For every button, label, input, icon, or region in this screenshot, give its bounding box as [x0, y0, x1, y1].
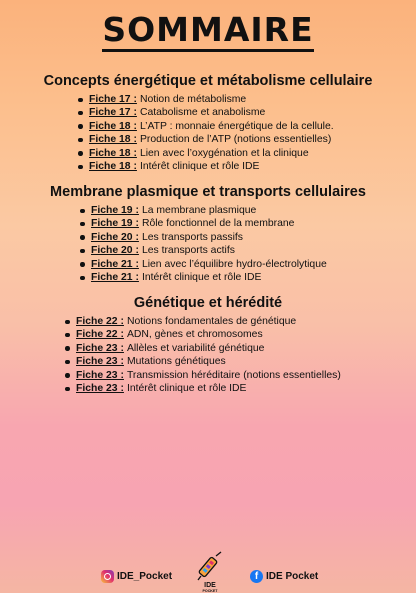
- section-list: [91, 204, 416, 284]
- list-item[interactable]: [91, 271, 416, 284]
- list-item[interactable]: [76, 382, 416, 395]
- section-title: Membrane plasmique et transports cellulaires: [50, 184, 366, 200]
- fiche-ref: Fiche 21 :: [91, 258, 139, 270]
- facebook-link[interactable]: [250, 570, 318, 583]
- list-item[interactable]: [91, 231, 416, 244]
- list-item[interactable]: [76, 342, 416, 355]
- section-list: [89, 93, 416, 173]
- list-item[interactable]: [91, 217, 416, 230]
- fiche-ref: Fiche 22 :: [76, 316, 124, 327]
- fiche-ref: Fiche 20 :: [91, 231, 139, 243]
- item-text: Les transports passifs: [141, 231, 244, 243]
- item-text: Intérêt clinique et rôle IDE: [139, 161, 260, 173]
- item-text: Rôle fonctionnel de la membrane: [141, 218, 295, 230]
- fiche-ref: Fiche 17 :: [89, 94, 137, 105]
- item-text: Notion de métabolisme: [139, 94, 247, 105]
- item-text: La membrane plasmique: [141, 205, 257, 216]
- list-item[interactable]: [89, 133, 416, 146]
- item-text: Lien avec l’oxygénation et la clinique: [139, 147, 309, 159]
- list-item[interactable]: [91, 204, 416, 217]
- instagram-icon: [101, 570, 114, 583]
- section-title: Concepts énergétique et métabolisme cellulaire: [43, 73, 373, 89]
- fiche-ref: Fiche 21 :: [91, 272, 139, 284]
- footer: [0, 567, 416, 593]
- instagram-handle: IDE_Pocket: [117, 571, 173, 582]
- syringe-icon: [198, 552, 221, 580]
- list-item[interactable]: [91, 244, 416, 257]
- section-list: [76, 315, 416, 395]
- list-item[interactable]: [76, 315, 416, 328]
- fiche-ref: Fiche 18 :: [89, 147, 137, 159]
- list-item[interactable]: [76, 328, 416, 341]
- fiche-ref: Fiche 23 :: [76, 356, 124, 368]
- page-title: SOMMAIRE: [0, 9, 416, 51]
- item-text: Intérêt clinique et rôle IDE: [141, 272, 262, 284]
- fiche-ref: Fiche 23 :: [76, 383, 124, 395]
- item-text: Intérêt clinique et rôle IDE: [126, 383, 247, 395]
- list-item[interactable]: [91, 258, 416, 271]
- list-item[interactable]: [89, 160, 416, 173]
- facebook-icon: f: [250, 570, 263, 583]
- list-item[interactable]: [76, 355, 416, 368]
- item-text: ADN, gènes et chromosomes: [126, 329, 263, 341]
- list-item[interactable]: [89, 93, 416, 106]
- section-title: Génétique et hérédité: [133, 295, 283, 311]
- item-text: Mutations génétiques: [126, 356, 226, 368]
- item-text: Production de l’ATP (notions essentielles): [139, 134, 332, 146]
- fiche-ref: Fiche 19 :: [91, 205, 139, 216]
- fiche-ref: Fiche 22 :: [76, 329, 124, 341]
- item-text: L’ATP : monnaie énergétique de la cellule.: [139, 120, 334, 132]
- item-text: Catabolisme et anabolisme: [139, 107, 266, 119]
- facebook-handle: IDE Pocket: [266, 571, 319, 582]
- fiche-ref: Fiche 18 :: [89, 120, 137, 132]
- fiche-ref: Fiche 18 :: [89, 134, 137, 146]
- item-text: Lien avec l’équilibre hydro-électrolytique: [141, 258, 327, 270]
- fiche-ref: Fiche 18 :: [89, 161, 137, 173]
- item-text: Notions fondamentales de génétique: [126, 316, 297, 327]
- logo-text: IDE: [204, 582, 216, 589]
- logo-subtext: POCKET: [202, 589, 218, 593]
- fiche-ref: Fiche 23 :: [76, 342, 124, 354]
- section-membrane: [0, 183, 416, 284]
- list-item[interactable]: [89, 147, 416, 160]
- instagram-link[interactable]: [101, 570, 172, 583]
- list-item[interactable]: [89, 106, 416, 119]
- fiche-ref: Fiche 23 :: [76, 369, 124, 381]
- item-text: Transmission héréditaire (notions essentielles): [126, 369, 341, 381]
- list-item[interactable]: [76, 369, 416, 382]
- section-genetics: [0, 294, 416, 395]
- item-text: Allèles et variabilité génétique: [126, 342, 265, 354]
- ide-pocket-logo: [195, 551, 225, 593]
- fiche-ref: Fiche 17 :: [89, 107, 137, 119]
- fiche-ref: Fiche 20 :: [91, 245, 139, 257]
- list-item[interactable]: [89, 120, 416, 133]
- fiche-ref: Fiche 19 :: [91, 218, 139, 230]
- section-energetics: [0, 72, 416, 173]
- item-text: Les transports actifs: [141, 245, 235, 257]
